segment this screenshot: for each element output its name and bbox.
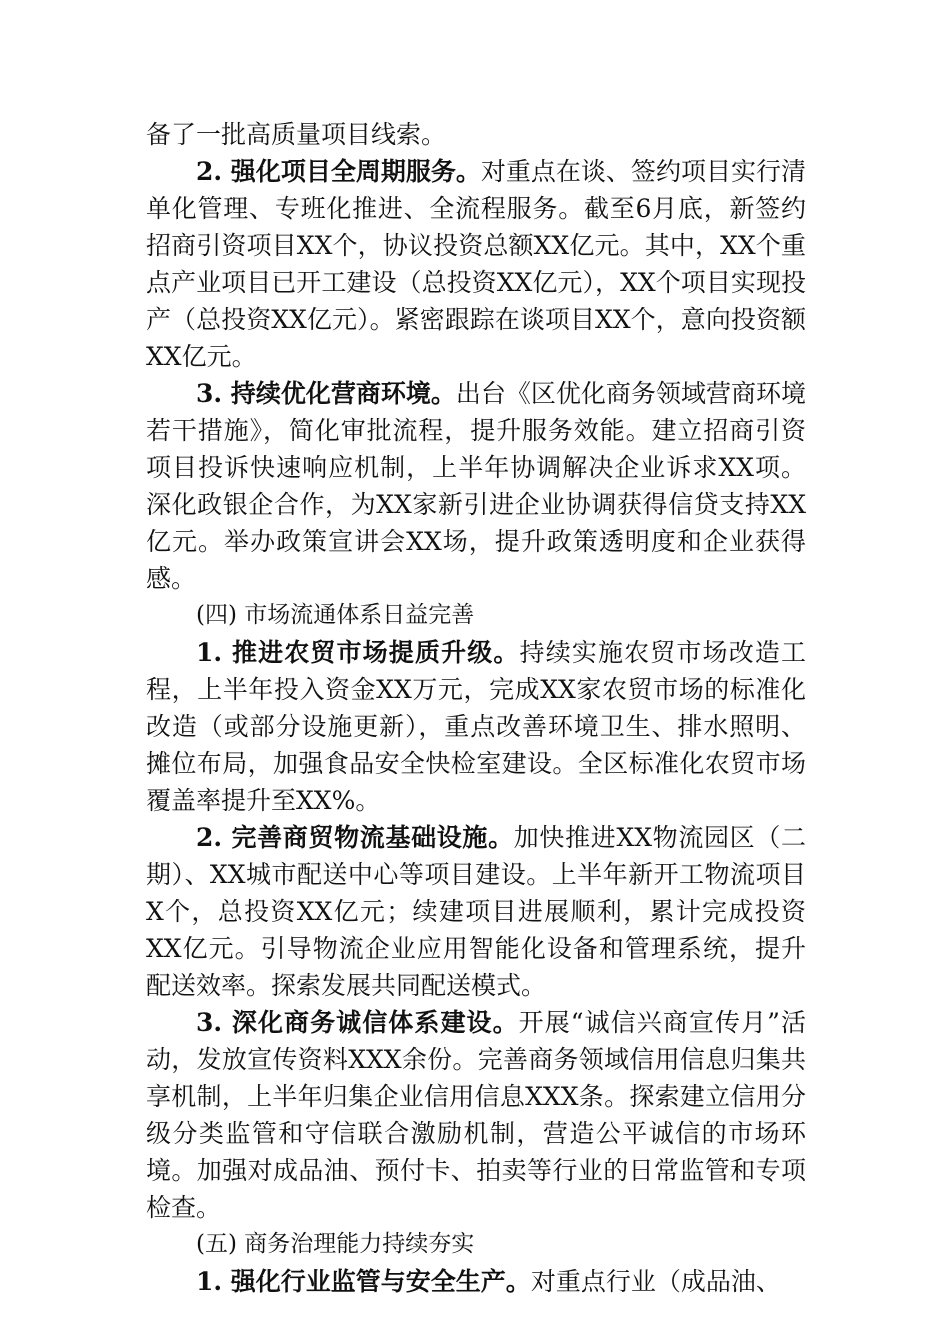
- item-lead: 3. 深化商务诚信体系建设。: [196, 1008, 519, 1037]
- item-text: 开展“诚信兴商宣传月”活动，发放宣传资料XXX余份。完善商务领域信用信息归集共享机制，上半年归集企业信用信息XXX条。探索建立信用分级分类监管和守信联合激励机制，营造公平诚信的市场环境。加强对成品油、预付卡、拍卖等行业的日常监管和专项检查。: [146, 1008, 806, 1222]
- item-text: 出台《区优化商务领域营商环境若干措施》，简化审批流程，提升服务效能。建立招商引资项目投诉快速响应机制，上半年协调解决企业诉求XX项。深化政银企合作，为XX家新引进企业协调获得信贷支持XX亿元。举办政策宣讲会XX场，提升政策透明度和企业获得感。: [146, 379, 806, 593]
- item-lead: 2. 完善商贸物流基础设施。: [196, 823, 514, 852]
- document-page: [146, 116, 806, 1300]
- item-lead: 2. 强化项目全周期服务。: [196, 157, 481, 186]
- item-text: 加快推进XX物流园区（二期）、XX城市配送中心等项目建设。上半年新开工物流项目X个，总投资XX亿元；续建项目进展顺利，累计完成投资XX亿元。引导物流企业应用智能化设备和管理系统，提升配送效率。探索发展共同配送模式。: [146, 823, 806, 1000]
- item-lead: 1. 强化行业监管与安全生产。: [196, 1267, 531, 1296]
- item-logistics-infrastructure: [146, 819, 806, 1004]
- item-lead: 1. 推进农贸市场提质升级。: [196, 638, 520, 667]
- item-text: 对重点行业（成品油、: [530, 1267, 781, 1296]
- continuation-text: 备了一批高质量项目线索。: [146, 120, 447, 149]
- item-industry-supervision: [146, 1263, 806, 1300]
- item-credit-system: [146, 1004, 806, 1226]
- section-heading-4: (四) 市场流通体系日益完善: [196, 602, 475, 628]
- continuation-paragraph: [146, 116, 806, 153]
- item-lead: 3. 持续优化营商环境。: [196, 379, 456, 408]
- item-full-cycle-service: [146, 153, 806, 375]
- item-farmers-market: [146, 634, 806, 819]
- item-text: 持续实施农贸市场改造工程，上半年投入资金XX万元，完成XX家农贸市场的标准化改造（或部分设施更新），重点改善环境卫生、排水照明、摊位布局，加强食品安全快检室建设。全区标准化农贸市场覆盖率提升至XX%。: [146, 638, 806, 815]
- item-text: 对重点在谈、签约项目实行清单化管理、专班化推进、全流程服务。截至6月底，新签约招商引资项目XX个，协议投资总额XX亿元。其中，XX个重点产业项目已开工建设（总投资XX亿元），XX个项目实现投产（总投资XX亿元）。紧密跟踪在谈项目XX个，意向投资额XX亿元。: [146, 157, 806, 371]
- section-heading-5: (五) 商务治理能力持续夯实: [196, 1231, 475, 1257]
- item-business-environment: [146, 375, 806, 597]
